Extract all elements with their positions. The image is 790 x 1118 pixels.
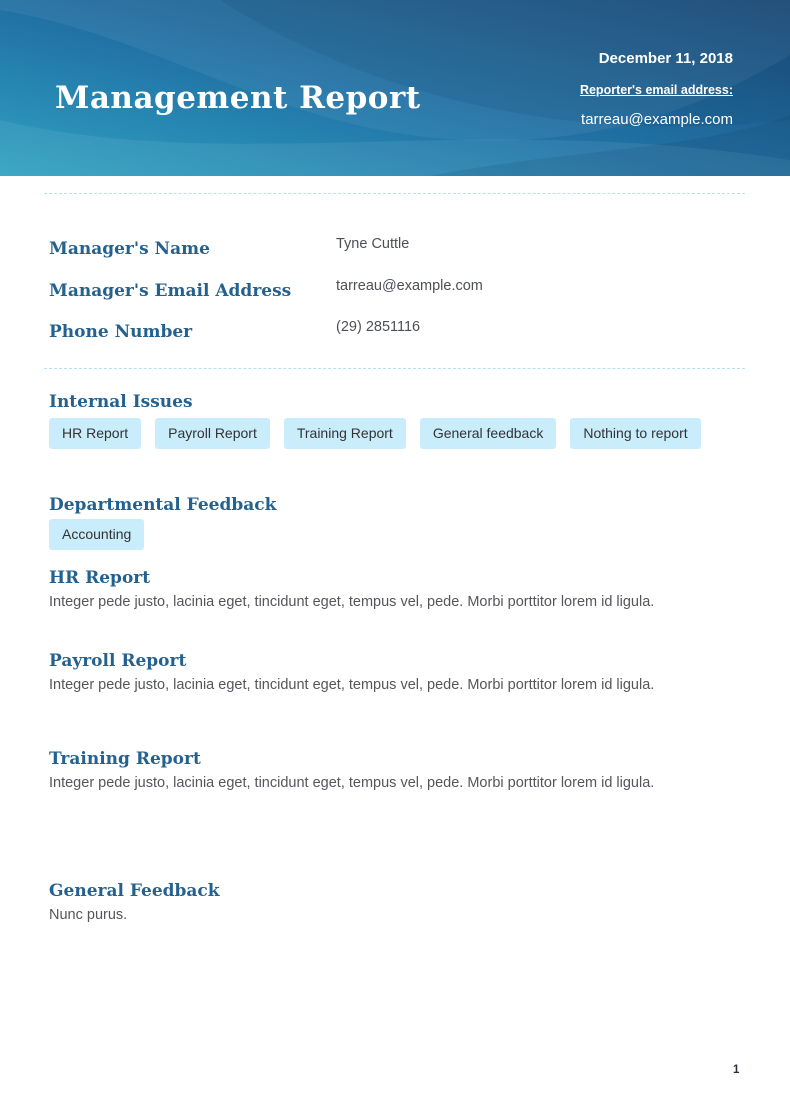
field-value: (29) 2851116: [336, 319, 421, 335]
field-row-phone-number: [49, 319, 749, 341]
departmental-feedback-heading: Departmental Feedback: [49, 495, 277, 515]
field-value: Tyne Cuttle: [336, 236, 410, 252]
field-row-managers-email: [49, 278, 749, 300]
tag-chip: General feedback: [420, 418, 557, 449]
reporter-email-label: Reporter's email address:: [579, 83, 733, 97]
field-value: tarreau@example.com: [336, 278, 483, 294]
page-title: Management Report: [55, 80, 421, 116]
report-date: December 11, 2018: [598, 50, 733, 67]
tag-chip: HR Report: [49, 418, 141, 449]
section-body: Integer pede justo, lacinia eget, tincidunt eget, tempus vel, pede. Morbi porttitor lorem id ligula.: [49, 775, 655, 791]
section-divider: [44, 193, 745, 194]
internal-issues-heading: Internal Issues: [49, 392, 193, 412]
tag-chip: Payroll Report: [155, 418, 270, 449]
section-heading: General Feedback: [49, 881, 220, 901]
section-training-report: [49, 749, 750, 792]
section-divider: [44, 368, 745, 369]
section-heading: Training Report: [49, 749, 201, 769]
tag-chip: Accounting: [49, 519, 144, 550]
field-row-managers-name: [49, 236, 749, 258]
page-number: 1: [733, 1064, 740, 1076]
section-body: Integer pede justo, lacinia eget, tincidunt eget, tempus vel, pede. Morbi porttitor lorem id ligula.: [49, 677, 655, 693]
departmental-feedback-tag-list: [49, 519, 144, 550]
section-body: Nunc purus.: [49, 907, 128, 923]
header-meta: [580, 50, 733, 128]
tag-chip: Nothing to report: [570, 418, 700, 449]
field-label: Phone Number: [49, 322, 193, 342]
field-label: Manager's Name: [49, 239, 210, 259]
internal-issues-tag-list: [49, 418, 701, 449]
field-label: Manager's Email Address: [49, 281, 292, 301]
section-payroll-report: [49, 651, 750, 694]
section-body: Integer pede justo, lacinia eget, tincidunt eget, tempus vel, pede. Morbi porttitor lorem id ligula.: [49, 594, 655, 610]
section-heading: HR Report: [49, 568, 151, 588]
section-heading: Payroll Report: [49, 651, 187, 671]
header-banner: [0, 0, 790, 176]
tag-chip: Training Report: [284, 418, 406, 449]
section-hr-report: [49, 568, 750, 611]
section-general-feedback: [49, 881, 750, 924]
reporter-email-value: tarreau@example.com: [581, 111, 733, 128]
